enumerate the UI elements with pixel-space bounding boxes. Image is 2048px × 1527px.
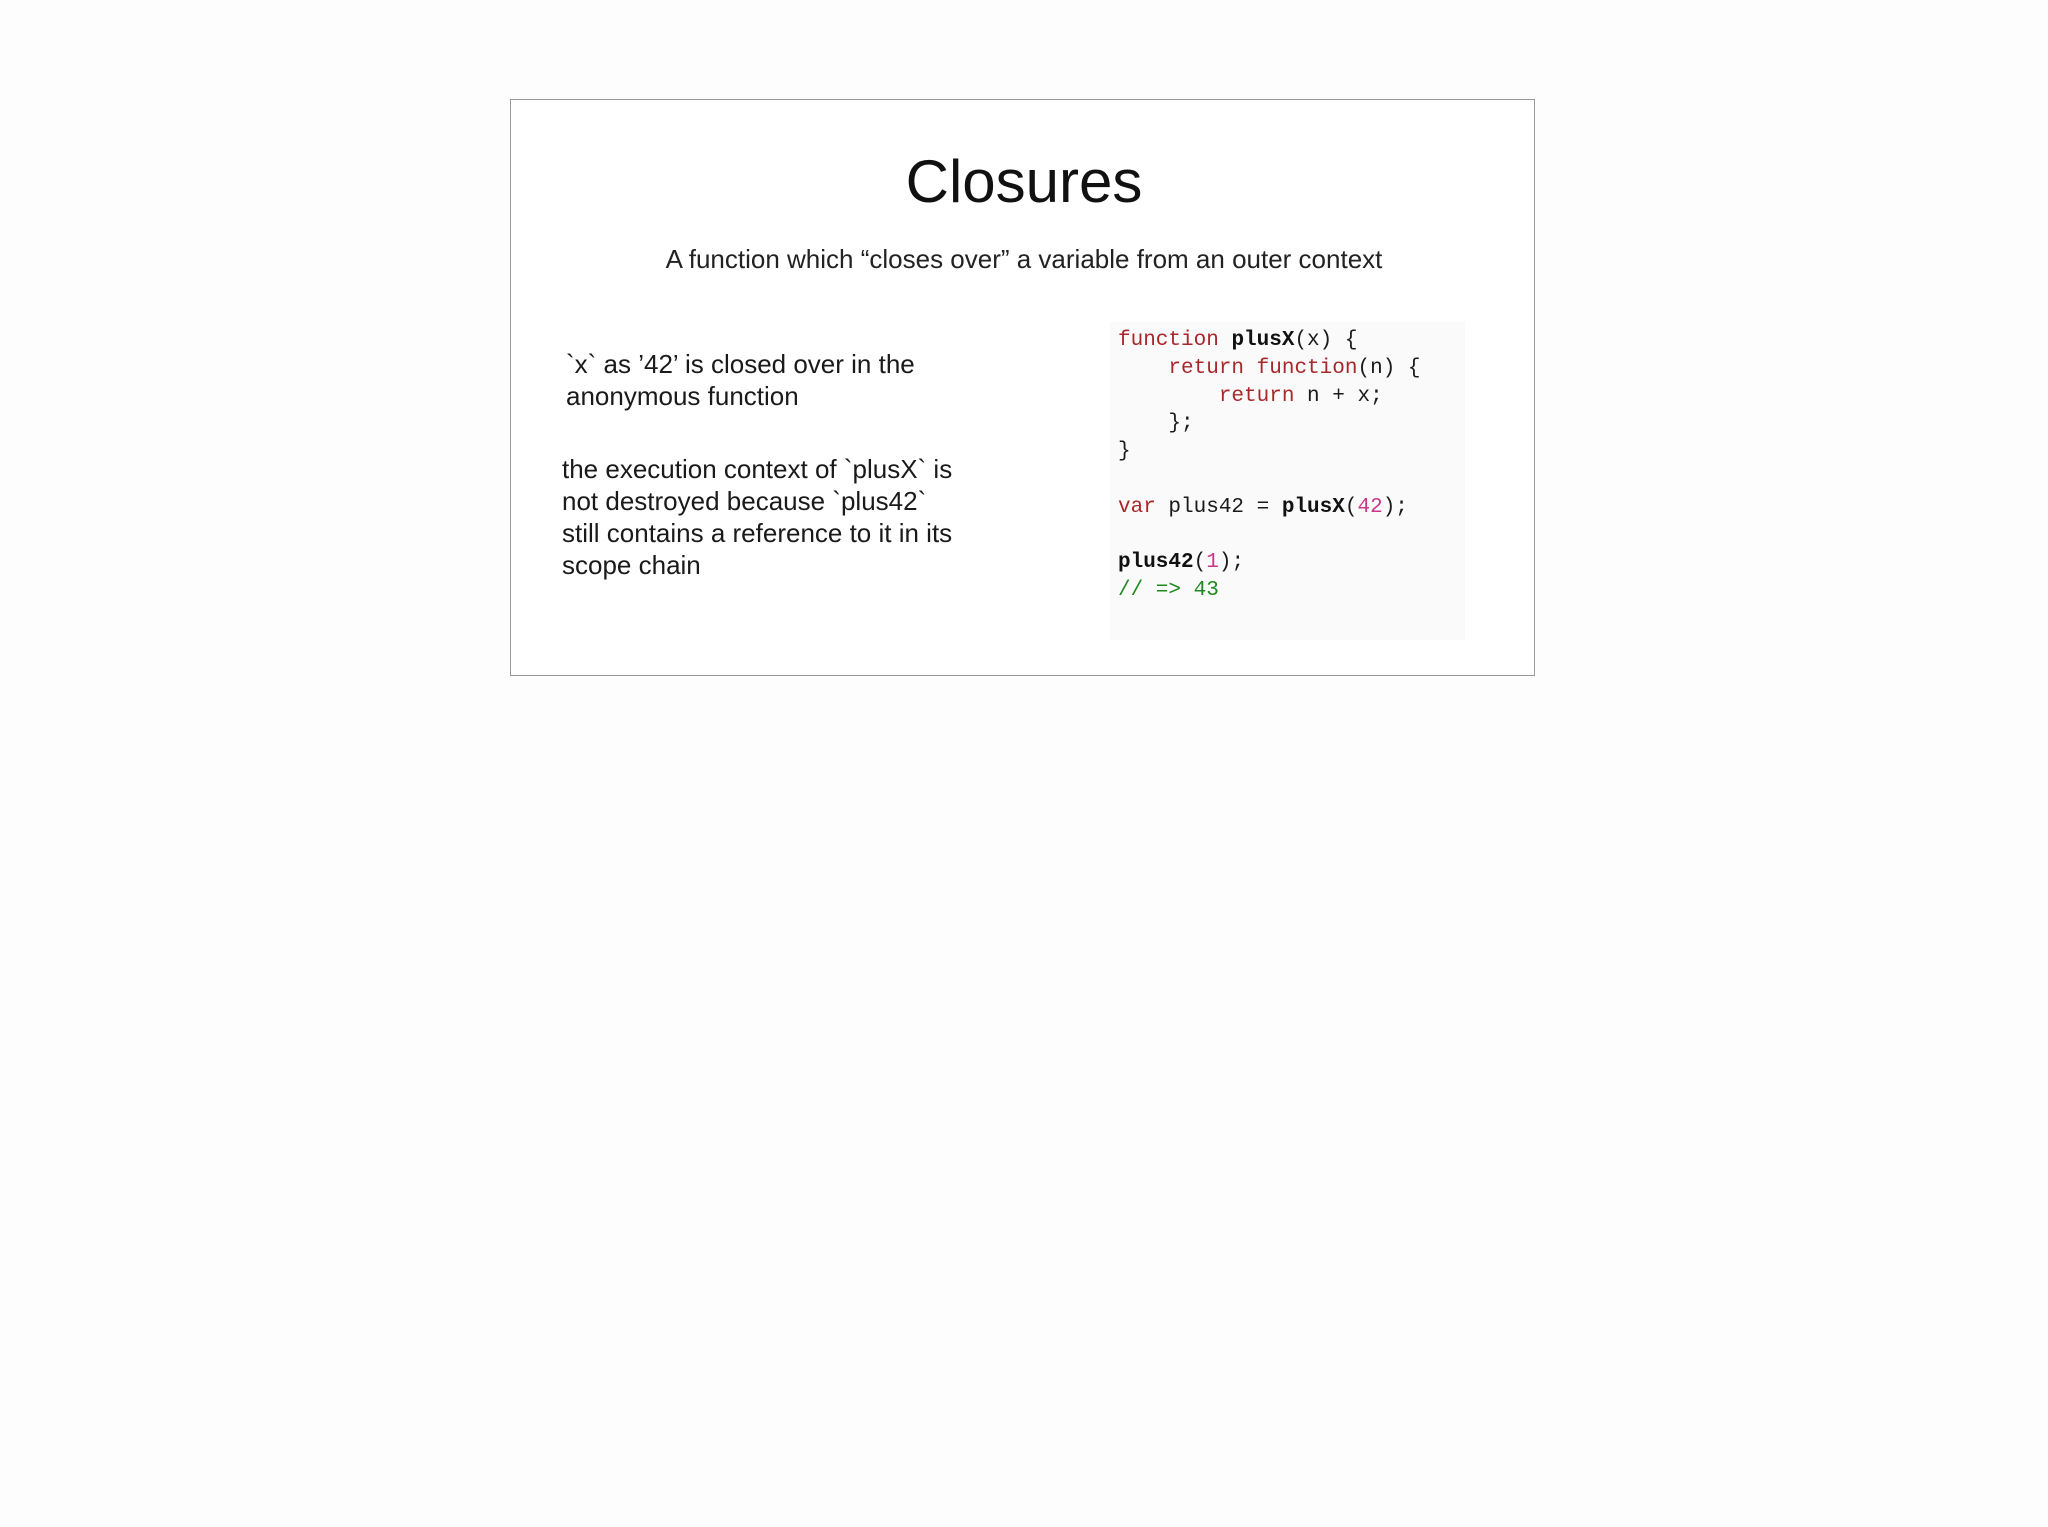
code-indent (1118, 357, 1168, 380)
code-line: } (1118, 440, 1131, 464)
code-number: 1 (1206, 551, 1219, 575)
code-keyword: var (1118, 495, 1156, 519)
code-text: (x) { (1294, 329, 1358, 352)
code-line (1118, 549, 1465, 577)
code-block (1110, 322, 1465, 640)
code-keyword: function (1118, 329, 1219, 352)
code-function-name: plusX (1231, 329, 1295, 352)
code-line: }; (1118, 412, 1194, 436)
code-keyword: return (1218, 384, 1295, 408)
code-line (1118, 383, 1465, 411)
slide-title: Closures (905, 148, 1143, 215)
code-text: ); (1382, 495, 1408, 519)
code-keyword: function (1256, 356, 1358, 380)
code-line (1118, 355, 1465, 383)
code-keyword: return (1168, 356, 1245, 380)
code-text: ); (1218, 551, 1245, 575)
code-function-name: plusX (1281, 495, 1345, 519)
code-function-name: plus42 (1118, 551, 1194, 575)
code-text: (n) { (1357, 356, 1421, 380)
code-text: n + x; (1294, 384, 1383, 408)
code-blank-line (1118, 522, 1465, 550)
code-line (1118, 494, 1465, 522)
code-blank-line (1118, 466, 1465, 494)
code-indent (1118, 385, 1219, 408)
code-line (1118, 327, 1465, 355)
code-number: 42 (1357, 495, 1383, 519)
note-execution-context: the execution context of `plusX` is not destroyed because `plus42` still contains a reference to it in its scope chain (562, 454, 953, 580)
note-closed-over: `x` as ’42’ is closed over in the anonymous function (566, 349, 915, 411)
code-text: ( (1193, 551, 1207, 575)
slide-subtitle: A function which “closes over” a variable from an outer context (665, 244, 1383, 274)
code-text: ( (1344, 495, 1358, 519)
code-text: plus42 = (1155, 495, 1282, 519)
code-comment: // => 43 (1118, 579, 1219, 603)
